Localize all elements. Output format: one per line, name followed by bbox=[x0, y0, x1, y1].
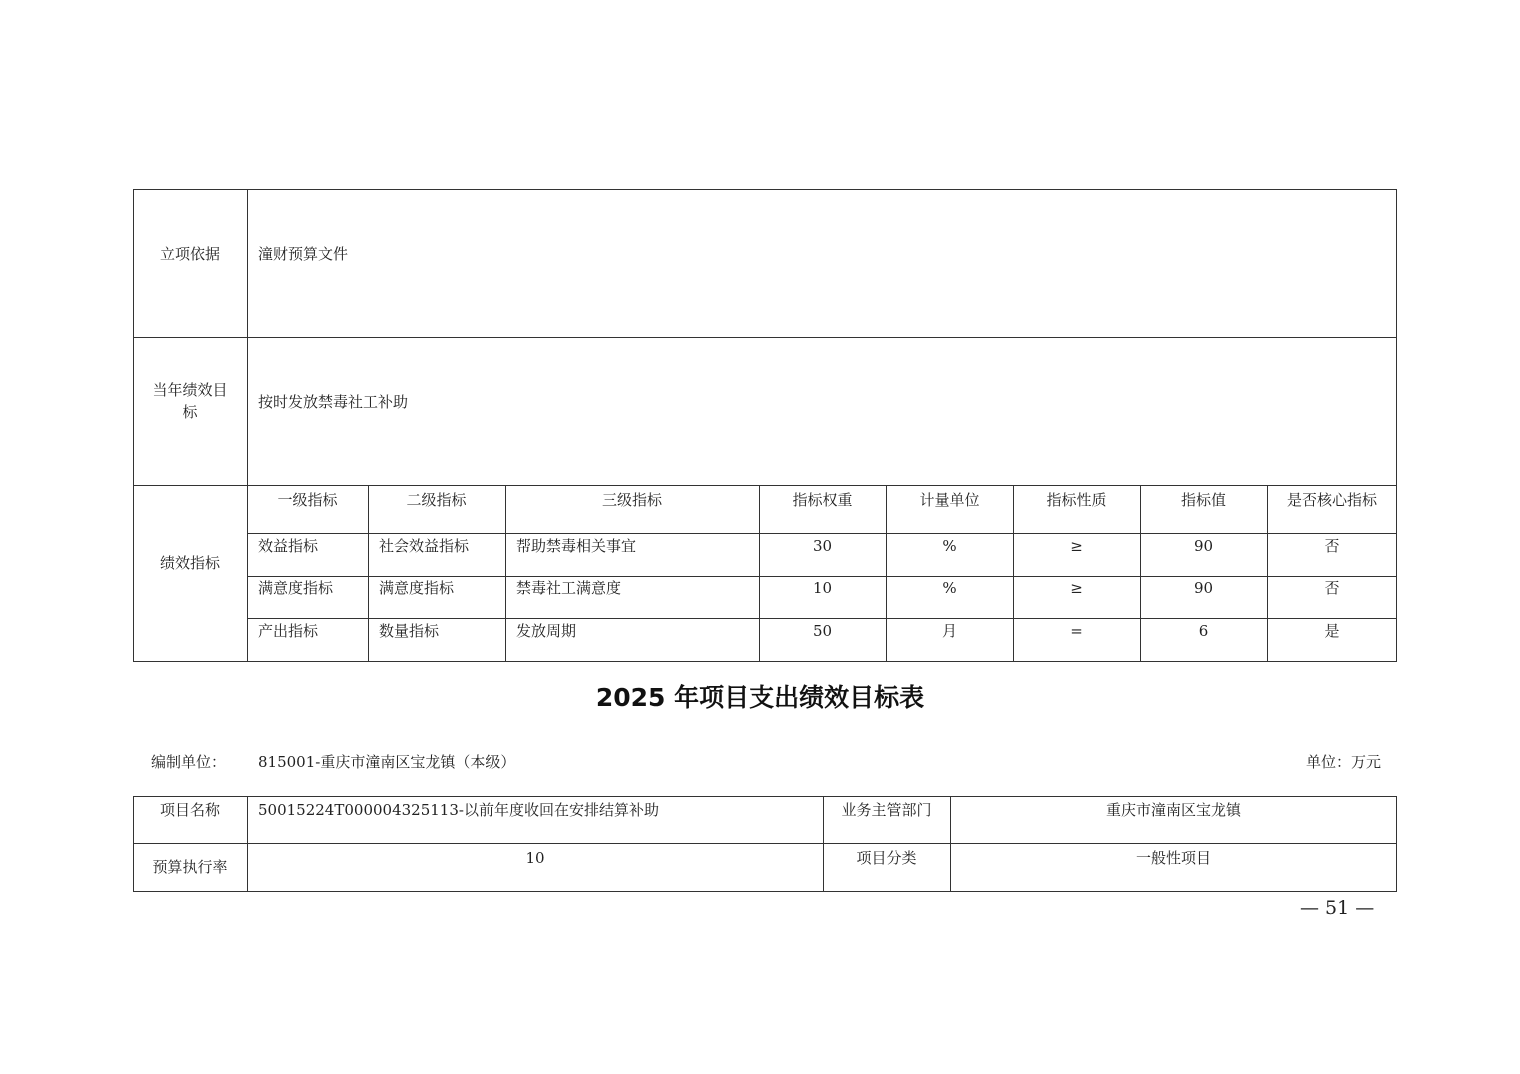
row1-value: 90 bbox=[1193, 537, 1214, 555]
row3-unit: 月 bbox=[941, 622, 957, 640]
header-level3: 三级指标 bbox=[601, 491, 662, 509]
row2-level2: 满意度指标 bbox=[379, 579, 455, 597]
row3-core: 是 bbox=[1324, 622, 1340, 640]
goal-label-line2: 标 bbox=[182, 403, 198, 421]
category-label: 项目分类 bbox=[856, 849, 917, 867]
row3-value: 6 bbox=[1198, 622, 1209, 640]
project-name-label: 项目名称 bbox=[159, 801, 220, 819]
goal-label bbox=[133, 379, 247, 423]
project-name-value: 50015224T000004325113-以前年度收回在安排结算补助 bbox=[258, 801, 659, 819]
row2-level1: 满意度指标 bbox=[258, 579, 334, 597]
row1-weight: 30 bbox=[812, 537, 833, 555]
unit-label: 编制单位： bbox=[151, 753, 227, 771]
indicator-label: 绩效指标 bbox=[159, 554, 220, 572]
dept-label: 业务主管部门 bbox=[841, 801, 932, 819]
row1-nature: ≥ bbox=[1070, 537, 1083, 555]
header-level2: 二级指标 bbox=[406, 491, 467, 509]
header-value: 指标值 bbox=[1180, 491, 1226, 509]
row2-unit: % bbox=[942, 579, 957, 597]
row2-weight: 10 bbox=[812, 579, 833, 597]
row1-level2: 社会效益指标 bbox=[379, 537, 470, 555]
header-weight: 指标权重 bbox=[792, 491, 853, 509]
row1-unit: % bbox=[942, 537, 957, 555]
budget-rate-value: 10 bbox=[525, 849, 545, 867]
row3-level2: 数量指标 bbox=[379, 622, 440, 640]
row2-core: 否 bbox=[1324, 579, 1340, 597]
goal-label-line1: 当年绩效目 bbox=[152, 381, 228, 399]
row2-nature: ≥ bbox=[1070, 579, 1083, 597]
budget-rate-label: 预算执行率 bbox=[152, 858, 228, 876]
row2-level3: 禁毒社工满意度 bbox=[516, 579, 622, 597]
header-nature: 指标性质 bbox=[1046, 491, 1107, 509]
row2-value: 90 bbox=[1193, 579, 1214, 597]
row3-weight: 50 bbox=[812, 622, 833, 640]
row3-level1: 产出指标 bbox=[258, 622, 319, 640]
basis-label: 立项依据 bbox=[159, 245, 220, 263]
dept-value: 重庆市潼南区宝龙镇 bbox=[1105, 801, 1241, 819]
page-number: — 51 — bbox=[1300, 897, 1375, 919]
page-title: 2025 年项目支出绩效目标表 bbox=[595, 683, 925, 712]
row1-level3: 帮助禁毒相关事宜 bbox=[516, 537, 637, 555]
currency-unit: 单位：万元 bbox=[1306, 753, 1382, 771]
row1-level1: 效益指标 bbox=[258, 537, 319, 555]
header-level1: 一级指标 bbox=[277, 491, 338, 509]
goal-value: 按时发放禁毒社工补助 bbox=[258, 393, 409, 411]
unit-value: 815001-重庆市潼南区宝龙镇（本级） bbox=[258, 753, 516, 771]
category-value: 一般性项目 bbox=[1135, 849, 1211, 867]
row3-level3: 发放周期 bbox=[516, 622, 577, 640]
row3-nature: = bbox=[1070, 622, 1083, 640]
header-core: 是否核心指标 bbox=[1286, 491, 1377, 509]
basis-value: 潼财预算文件 bbox=[258, 245, 349, 263]
header-unit: 计量单位 bbox=[919, 491, 980, 509]
row1-core: 否 bbox=[1324, 537, 1340, 555]
